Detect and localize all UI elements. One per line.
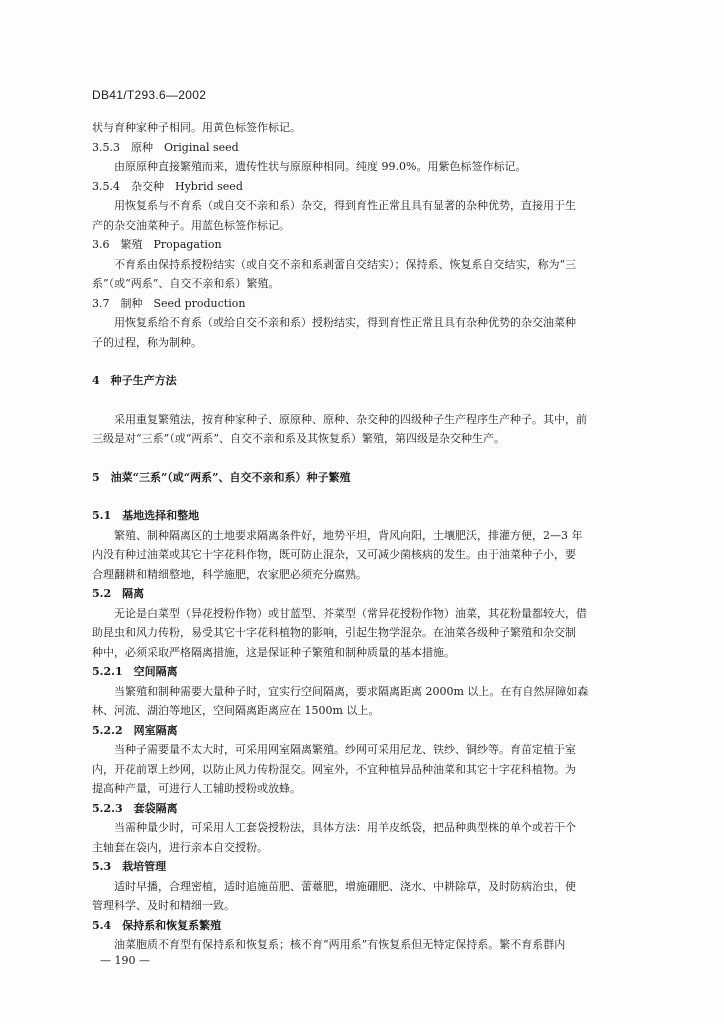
text-line: 合理翻耕和精细整地，科学施肥，农家肥必须充分腐熟。 xyxy=(92,567,367,581)
text-line: 无论是白菜型（异花授粉作物）或甘蓝型、芥菜型（常异花授粉作物）油菜，其花粉量都较大，借 xyxy=(114,606,587,620)
document-standard-id: DB41/T293.6—2002 xyxy=(92,88,207,102)
section-heading-5-2: 5.2 隔离 xyxy=(92,587,145,600)
text-line: 提高种产量，可进行人工辅助授粉或放蜂。 xyxy=(92,782,301,795)
text-line: 子的过程，称为制种。 xyxy=(92,335,202,349)
section-heading-5-1: 5.1 基地选择和整地 xyxy=(92,509,200,522)
text-line: 当需种量少时，可采用人工套袋授粉法，具体方法：用羊皮纸袋，把品种典型株的单个或若干个 xyxy=(114,821,576,834)
text-line: 种中，必须采取严格隔离措施，这是保证种子繁殖和制种质量的基本措施。 xyxy=(92,645,455,659)
text-line: 内没有种过油菜或其它十字花科作物，既可防止混杂，又可减少菌核病的发生。由于油菜种子小，要 xyxy=(92,548,576,561)
text-line: 用恢复系与不育系（或自交不亲和系）杂交，得到育性正常且具有显著的杂种优势，直接用于生 xyxy=(114,199,576,212)
text-line: 主轴套在袋内，进行亲本自交授粉。 xyxy=(92,840,268,854)
text-line: 用恢复系给不育系（或给自交不亲和系）授粉结实，得到育性正常且具有杂种优势的杂交油菜种 xyxy=(114,316,576,329)
text-line: 产的杂交油菜种子。用蓝色标签作标记。 xyxy=(92,218,290,232)
text-line: 采用重复繁殖法，按育种家种子、原原种、原种、杂交种的四级种子生产程序生产种子。其中，前 xyxy=(114,412,587,426)
text-line: 系”（或“两系”、自交不亲和系）繁殖。 xyxy=(92,277,280,290)
text-line: 由原原种直接繁殖而来，遗传性状与原原种相同。纯度 99.0%。用紫色标签作标记。 xyxy=(114,160,527,173)
section-heading-5: 5 油菜“三系”（或“两系”、自交不亲和系）种子繁殖 xyxy=(92,470,351,484)
section-heading-5-2-2: 5.2.2 网室隔离 xyxy=(92,723,178,737)
section-heading-3-5-3: 3.5.3 原种 Original seed xyxy=(92,140,239,154)
text-line: 助昆虫和风力传粉，易受其它十字花科植物的影响，引起生物学混杂。在油菜各级种子繁殖和杂交制 xyxy=(92,626,576,639)
section-heading-5-4: 5.4 保持系和恢复系繁殖 xyxy=(92,918,222,932)
text-line: 内，开花前罩上纱网，以防止风力传粉混交。网室外，不宜种植异品种油菜和其它十字花科植物。为 xyxy=(92,762,576,776)
text-line: 油菜胞质不育型有保持系和恢复系；核不育“两用系”有恢复系但无特定保持系。繁不育系群内 xyxy=(114,938,566,951)
section-heading-5-2-3: 5.2.3 套袋隔离 xyxy=(92,801,178,815)
text-line: 适时早播，合理密植，适时追施苗肥、蕾薹肥，增施硼肥、浇水、中耕除草，及时防病治虫，使 xyxy=(114,879,576,893)
text-line: 林、河流、湖泊等地区，空间隔离距离应在 1500m 以上。 xyxy=(92,704,380,717)
section-heading-3-7: 3.7 制种 Seed production xyxy=(92,296,246,310)
section-heading-3-5-4: 3.5.4 杂交种 Hybrid seed xyxy=(92,179,243,193)
section-heading-5-3: 5.3 栽培管理 xyxy=(92,860,167,873)
text-line: 三级是对“三系”（或“两系”、自交不亲和系及其恢复系）繁殖，第四级是杂交种生产。 xyxy=(92,432,505,445)
document-body xyxy=(92,118,658,955)
section-heading-5-2-1: 5.2.1 空间隔离 xyxy=(92,665,178,678)
text-line: 当繁殖和制种需要大量种子时，宜实行空间隔离，要求隔离距离 2000m 以上。在有自然屏障如森 xyxy=(114,684,589,698)
text-line: 繁殖、制种隔离区的土地要求隔离条件好，地势平坦，背风向阳，土壤肥沃，排灌方便，2—3 年 xyxy=(114,528,583,542)
page-number: — 190 — xyxy=(100,954,150,967)
text-line: 管理科学、及时和精细一致。 xyxy=(92,899,235,912)
text-line: 当种子需要量不太大时，可采用网室隔离繁殖。纱网可采用尼龙、铁纱、铜纱等。育苗定植于室 xyxy=(114,743,576,756)
text-line: 不育系由保持系授粉结实（或自交不亲和系剥蕾自交结实）；保持系、恢复系自交结实，称为“三 xyxy=(114,257,577,271)
section-heading-3-6: 3.6 繁殖 Propagation xyxy=(92,238,222,251)
section-heading-4: 4 种子生产方法 xyxy=(92,374,177,387)
text-line: 状与育种家种子相同。用黄色标签作标记。 xyxy=(92,121,301,134)
